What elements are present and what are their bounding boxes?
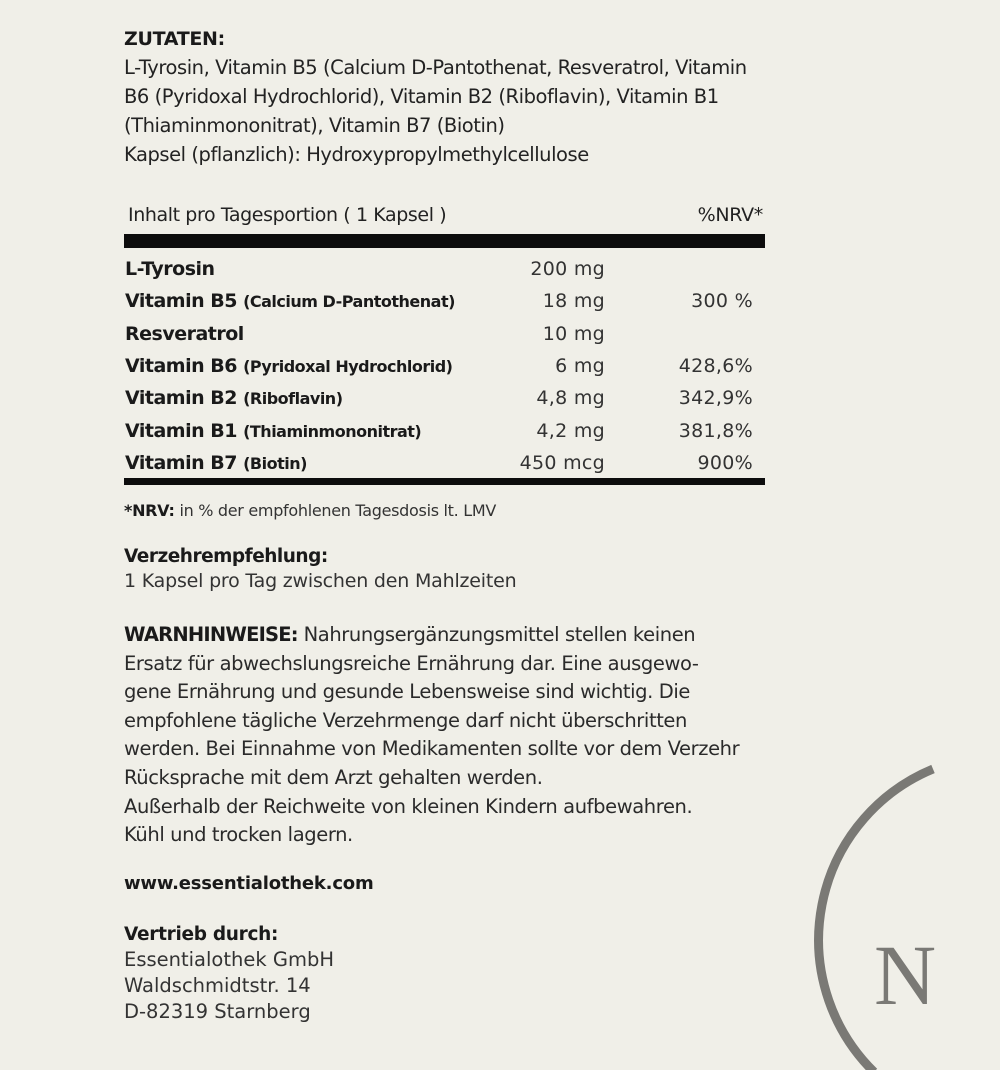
distributor-street: Waldschmidtstr. 14 bbox=[124, 974, 311, 997]
row-nrv: 428,6% bbox=[678, 355, 753, 377]
warnings-line: Ersatz für abwechslungsreiche Ernährung dar. Eine ausgewo- bbox=[124, 652, 699, 675]
logo-arc bbox=[819, 769, 933, 1070]
brand-logo bbox=[800, 750, 1000, 1070]
table-row bbox=[0, 323, 1000, 355]
table-top-rule bbox=[124, 234, 765, 248]
warnings-line: Außerhalb der Reichweite von kleinen Kindern aufbewahren. bbox=[124, 795, 693, 818]
warnings-line: Rücksprache mit dem Arzt gehalten werden. bbox=[124, 766, 543, 789]
row-name: Vitamin B1 (Thiaminmononitrat) bbox=[125, 420, 422, 442]
row-amount: 18 mg bbox=[542, 290, 605, 312]
ingredients-title: ZUTATEN: bbox=[124, 28, 225, 50]
row-name: Resveratrol bbox=[125, 323, 244, 345]
row-name: Vitamin B7 (Biotin) bbox=[125, 452, 307, 474]
table-header-nrv: %NRV* bbox=[697, 204, 763, 226]
row-nrv: 300 % bbox=[691, 290, 753, 312]
table-row bbox=[0, 387, 1000, 419]
warnings-line: WARNHINWEISE: Nahrungsergänzungsmittel stellen keinen bbox=[124, 623, 696, 646]
row-amount: 200 mg bbox=[530, 258, 605, 280]
row-nrv: 900% bbox=[697, 452, 753, 474]
row-amount: 10 mg bbox=[542, 323, 605, 345]
warnings-line: Kühl und trocken lagern. bbox=[124, 823, 353, 846]
row-name: Vitamin B6 (Pyridoxal Hydrochlorid) bbox=[125, 355, 453, 377]
ingredients-line: (Thiaminmononitrat), Vitamin B7 (Biotin) bbox=[124, 114, 505, 137]
table-bottom-rule bbox=[124, 478, 765, 485]
row-nrv: 342,9% bbox=[678, 387, 753, 409]
table-header-content: Inhalt pro Tagesportion ( 1 Kapsel ) bbox=[128, 204, 447, 226]
row-amount: 4,8 mg bbox=[536, 387, 605, 409]
warnings-line: empfohlene tägliche Verzehrmenge darf nicht überschritten bbox=[124, 709, 687, 732]
row-amount: 450 mcg bbox=[519, 452, 605, 474]
distributor-title: Vertrieb durch: bbox=[124, 924, 279, 945]
row-name: Vitamin B2 (Riboflavin) bbox=[125, 387, 343, 409]
ingredients-line: Kapsel (pflanzlich): Hydroxypropylmethylcellulose bbox=[124, 143, 589, 166]
row-nrv: 381,8% bbox=[678, 420, 753, 442]
row-amount: 4,2 mg bbox=[536, 420, 605, 442]
warnings-line: gene Ernährung und gesunde Lebensweise sind wichtig. Die bbox=[124, 680, 690, 703]
dosage-text: 1 Kapsel pro Tag zwischen den Mahlzeiten bbox=[124, 570, 517, 592]
row-amount: 6 mg bbox=[555, 355, 605, 377]
row-name: L-Tyrosin bbox=[125, 258, 215, 280]
nrv-footnote: *NRV: in % der empfohlenen Tagesdosis lt. LMV bbox=[124, 501, 496, 520]
table-row bbox=[0, 290, 1000, 322]
website-link[interactable]: www.essentialothek.com bbox=[124, 873, 374, 894]
dosage-title: Verzehrempfehlung: bbox=[124, 546, 328, 567]
table-row bbox=[0, 420, 1000, 452]
ingredients-line: L-Tyrosin, Vitamin B5 (Calcium D-Pantothenat, Resveratrol, Vitamin bbox=[124, 56, 747, 79]
distributor-city: D-82319 Starnberg bbox=[124, 1000, 311, 1023]
warnings-line: werden. Bei Einnahme von Medikamenten sollte vor dem Verzehr bbox=[124, 737, 740, 760]
table-row bbox=[0, 258, 1000, 290]
table-row bbox=[0, 355, 1000, 387]
distributor-company: Essentialothek GmbH bbox=[124, 948, 334, 971]
row-name: Vitamin B5 (Calcium D-Pantothenat) bbox=[125, 290, 455, 312]
ingredients-line: B6 (Pyridoxal Hydrochlorid), Vitamin B2 (Riboflavin), Vitamin B1 bbox=[124, 85, 719, 108]
warnings-label: WARNHINWEISE: bbox=[124, 623, 298, 646]
logo-letter: N bbox=[873, 927, 937, 1023]
